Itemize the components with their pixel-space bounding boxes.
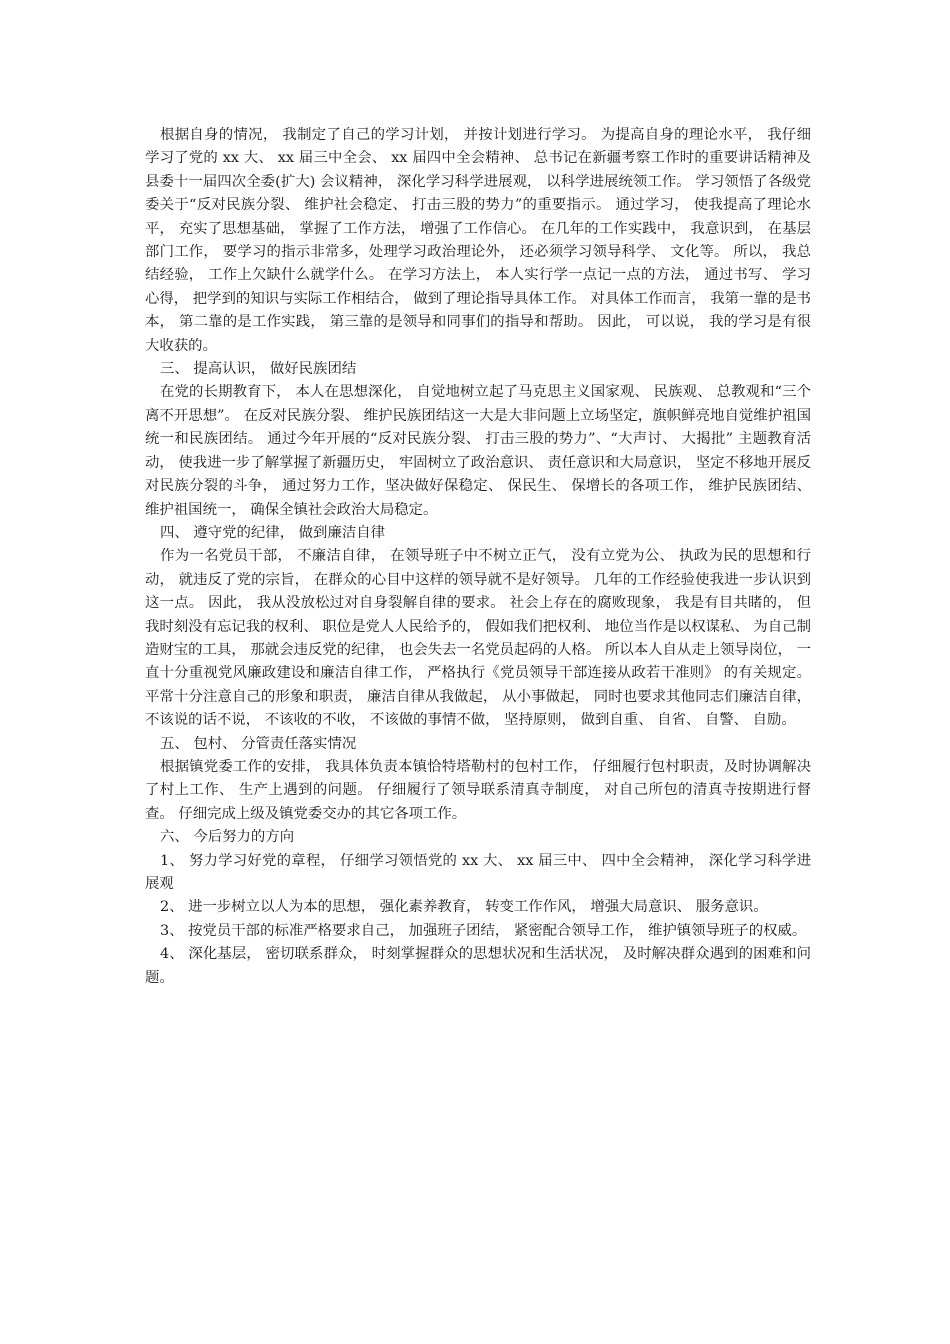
document-body [145, 124, 811, 990]
list-item-3: 3、 按党员干部的标准严格要求自己， 加强班子团结， 紧密配合领导工作， 维护镇领导班子的权威。 [160, 922, 807, 939]
paragraph-ethnic-unity: 在党的长期教育下， 本人在思想深化， 自觉地树立起了马克思主义国家观、 民族观、 总教观和“三个离不开思想”。 在反对民族分裂、 维护民族团结这一大是大非问题上立场坚定，旗帜鲜亮地自觉维护祖国统一和民族团结。 通过今年开展的“反对民族分裂、 打击三股的势力”、“大声讨、 大揭批” 主题教育活动， 使我进一步了解掌握了新疆历史， 牢固树立了政治意识、 责任意识和大局意识， 坚定不移地开展反对民族分裂的斗争， 通过努力工作，坚决做好保稳定、 保民生、 保增长的各项工作， 维护民族团结、 维护祖国统一， 确保全镇社会政治大局稳定。 [145, 384, 811, 518]
section-heading-6: 六、 今后努力的方向 [160, 829, 295, 846]
section-heading-4: 四、 遵守党的纪律， 做到廉洁自律 [160, 524, 386, 541]
section-heading-5: 五、 包村、 分管责任落实情况 [160, 735, 357, 752]
paragraph-discipline: 作为一名党员干部， 不廉洁自律， 在领导班子中不树立正气， 没有立党为公、 执政为民的思想和行动， 就违反了党的宗旨， 在群众的心目中这样的领导就不是好领导。 几年的工作经验使我进一步认识到这一点。 因此， 我从没放松过对自身裂解自律的要求。 社会上存在的腐败现象， 我是有目共睹的， 但我时刻没有忘记我的权利、 职位是党人人民给予的， 假如我们把权利、 地位当作是以权谋私、 为自己制造财宝的工具， 那就会违反党的纪律， 也会失去一名党员起码的人格。 所以本人自从走上领导岗位， 一直十分重视党风廉政建设和廉洁自律工作， 严格执行《党员领导干部连接从政若干准则》 的有关规定。 平常十分注意自己的形象和职责， 廉洁自律从我做起， 从小事做起， 同时也要求其他同志们廉洁自律， 不该说的话不说， 不该收的不收， 不该做的事情不做， 坚持原则， 做到自重、 自省、 自警、 自励。 [145, 548, 811, 729]
list-item-4: 4、 深化基层， 密切联系群众， 时刻掌握群众的思想状况和生活状况， 及时解决群众遇到的困难和问题。 [145, 946, 811, 986]
paragraph-village-work: 根据镇党委工作的安排， 我具体负责本镇恰特塔勒村的包村工作， 仔细履行包村职责，及时协调解决了村上工作、 生产上遇到的问题。 仔细履行了领导联系清真寺制度， 对自己所包的清真寺按期进行督查。 仔细完成上级及镇党委交办的其它各项工作。 [145, 758, 811, 822]
list-item-1: 1、 努力学习好党的章程， 仔细学习领悟党的 xx 大、 xx 届三中、 四中全会精神， 深化学习科学进展观 [145, 852, 811, 892]
section-heading-3: 三、 提高认识， 做好民族团结 [160, 361, 357, 378]
list-item-2: 2、 进一步树立以人为本的思想， 强化素养教育， 转变工作作风， 增强大局意识、 服务意识。 [160, 899, 768, 916]
paragraph-study: 根据自身的情况， 我制定了自己的学习计划， 并按计划进行学习。 为提高自身的理论水平， 我仔细学习了党的 xx 大、 xx 届三中全会、 xx 届四中全会精神、 总书记在新疆考察工作时的重要讲话精神及县委十一届四次全委(扩大) 会议精神， 深化学习科学进展观， 以科学进展统领工作。 学习领悟了各级党委关于“反对民族分裂、 维护社会稳定、 打击三股的势力”的重要指示。 通过学习， 使我提高了理论水平， 充实了思想基础， 掌握了工作方法， 增强了工作信心。 在几年的工作实践中， 我意识到， 在基层部门工作， 要学习的指示非常多，处理学习政治理论外， 还必须学习领导科学、 文化等。 所以， 我总结经验， 工作上欠缺什么就学什么。 在学习方法上， 本人实行学一点记一点的方法， 通过书写、 学习心得， 把学到的知识与实际工作相结合， 做到了理论指导具体工作。 对具体工作而言， 我第一靠的是书本， 第二靠的是工作实践， 第三靠的是领导和同事们的指导和帮助。 因此， 可以说， 我的学习是有很大收获的。 [145, 127, 811, 354]
